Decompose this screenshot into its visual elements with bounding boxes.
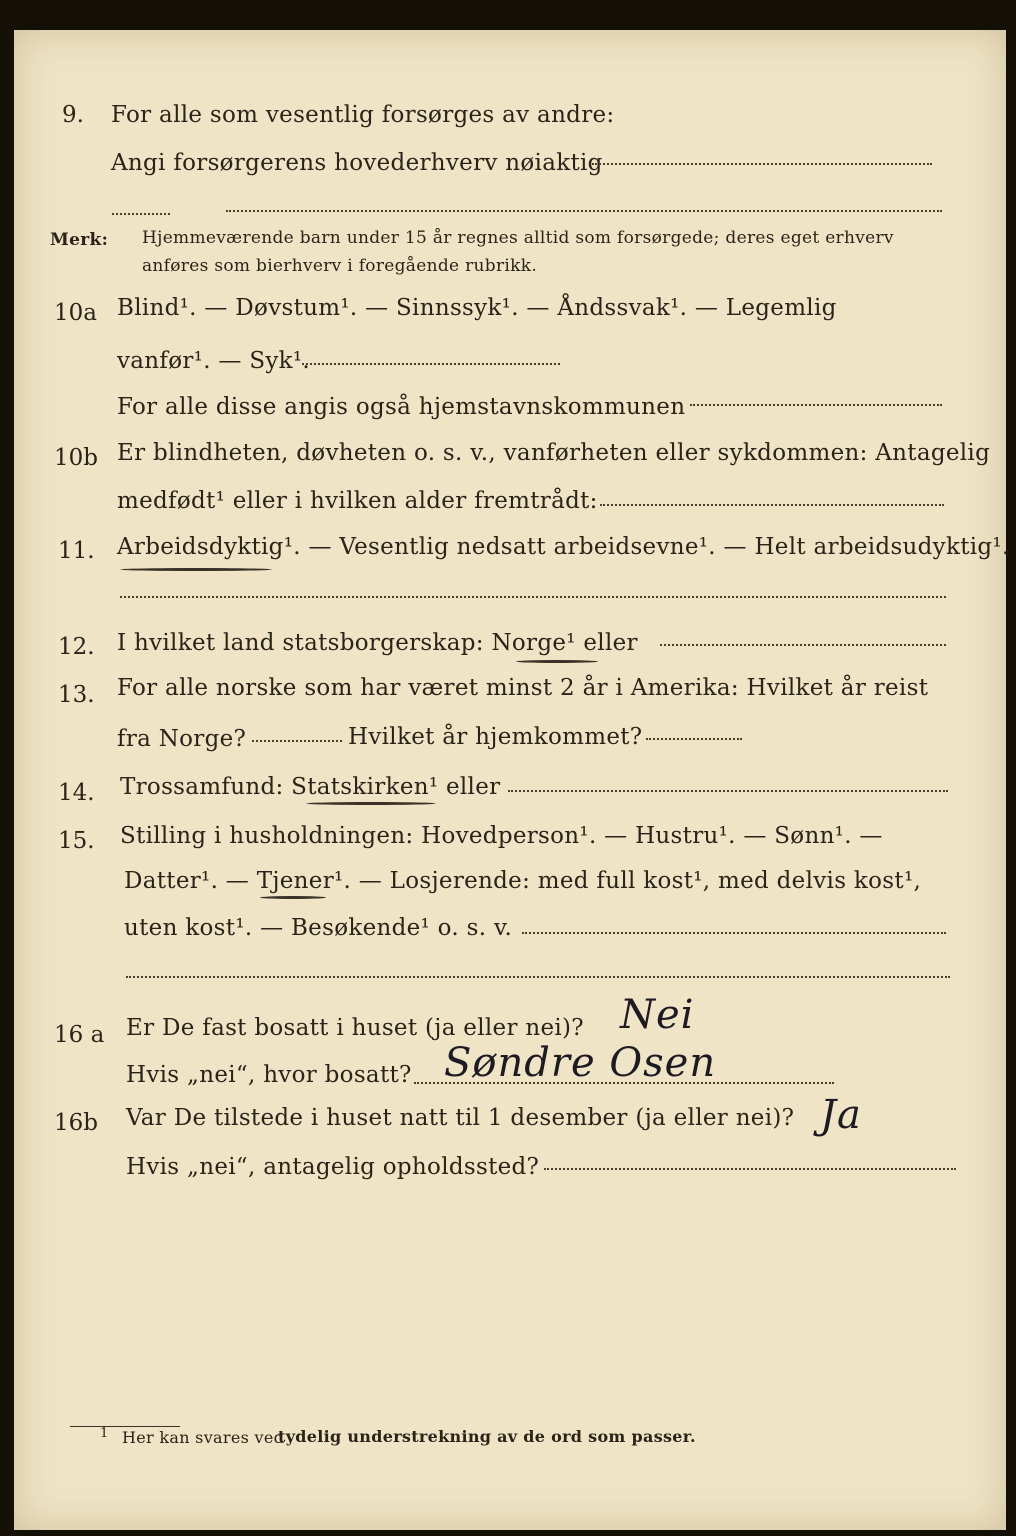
q13-reist-field[interactable]	[252, 740, 342, 742]
q10a-line2: vanfør¹. — Syk¹.	[117, 348, 311, 374]
q16a-line1: Er De fast bosatt i huset (ja eller nei)?	[126, 1015, 584, 1041]
q9-answer-field-2a[interactable]	[112, 213, 170, 215]
q14-number: 14.	[58, 780, 95, 806]
merk-label: Merk:	[50, 230, 109, 250]
q15-answer-field-2[interactable]	[126, 976, 950, 978]
q11-line1: Arbeidsdyktig¹. — Vesentlig nedsatt arbeidsevne¹. — Helt arbeidsudyktig¹.	[117, 534, 1010, 560]
q13-number: 13.	[58, 682, 95, 708]
q11-handwritten-underline	[120, 568, 272, 571]
q12-line1: I hvilket land statsborgerskap: Norge¹ eller	[117, 630, 638, 656]
footnote-mark: 1	[100, 1426, 109, 1441]
q16a-bosatt-handwritten: Søndre Osen	[444, 1040, 717, 1086]
q15-line2: Datter¹. — Tjener¹. — Losjerende: med full kost¹, med delvis kost¹,	[124, 868, 922, 894]
q15-answer-field[interactable]	[522, 932, 946, 934]
footnote-text-a: Her kan svares ved	[122, 1428, 285, 1447]
census-form-page	[14, 30, 1010, 1530]
q11-number: 11.	[58, 538, 95, 564]
q16a-number: 16 a	[54, 1022, 105, 1048]
q16a-answer-handwritten: Nei	[620, 992, 695, 1038]
q14-answer-field[interactable]	[508, 790, 948, 792]
q16b-answer-handwritten: Ja	[820, 1092, 862, 1138]
merk-line2: anføres som bierhverv i foregående rubrikk.	[142, 256, 538, 276]
q10b-answer-field[interactable]	[600, 504, 944, 506]
q9-number: 9.	[62, 102, 84, 128]
q9-line2: Angi forsørgerens hovederhverv nøiaktig	[111, 150, 603, 176]
merk-line1: Hjemmeværende barn under 15 år regnes alltid som forsørgede; deres eget erhverv	[142, 228, 894, 248]
q9-answer-field-2b[interactable]	[226, 210, 942, 212]
q12-number: 12.	[58, 634, 95, 660]
q12-handwritten-underline	[516, 660, 598, 663]
q10a-line3: For alle disse angis også hjemstavnskommunen	[117, 394, 686, 420]
q10b-line1: Er blindheten, døvheten o. s. v., vanførheten eller sykdommen: Antagelig	[117, 440, 991, 466]
q13-line2a: fra Norge?	[117, 726, 247, 752]
q16b-number: 16b	[54, 1110, 98, 1136]
q9-line1: For alle som vesentlig forsørges av andre:	[111, 102, 615, 128]
q16a-line2: Hvis „nei“, hvor bosatt?	[126, 1062, 412, 1088]
q12-answer-field[interactable]	[660, 644, 946, 646]
q10a-hjemstavn-field[interactable]	[690, 404, 942, 406]
q15-number: 15.	[58, 828, 95, 854]
q10b-line2: medfødt¹ eller i hvilken alder fremtrådt:	[117, 488, 598, 514]
q16b-line1: Var De tilstede i huset natt til 1 desember (ja eller nei)?	[126, 1105, 795, 1131]
q15-line3: uten kost¹. — Besøkende¹ o. s. v.	[124, 915, 513, 941]
q13-line2b: Hvilket år hjemkommet?	[348, 724, 643, 750]
q15-line1: Stilling i husholdningen: Hovedperson¹. — Hustru¹. — Sønn¹. —	[120, 823, 883, 849]
q16a-bosatt-field[interactable]	[414, 1082, 834, 1084]
q13-hjemkommet-field[interactable]	[646, 738, 742, 740]
q11-answer-field[interactable]	[120, 596, 946, 598]
q10a-line1: Blind¹. — Døvstum¹. — Sinnssyk¹. — Åndssvak¹. — Legemlig	[117, 295, 837, 321]
q15-handwritten-underline	[260, 896, 326, 899]
footnote-text-b: tydelig understrekning av de ord som passer.	[278, 1427, 696, 1446]
q14-handwritten-underline	[306, 802, 436, 805]
q16b-line2: Hvis „nei“, antagelig opholdssted?	[126, 1154, 540, 1180]
q16b-opholdssted-field[interactable]	[544, 1168, 956, 1170]
q14-line1: Trossamfund: Statskirken¹ eller	[120, 774, 501, 800]
q10b-number: 10b	[54, 445, 98, 471]
q13-line1: For alle norske som har været minst 2 år i Amerika: Hvilket år reist	[117, 675, 929, 701]
q10a-number: 10a	[54, 300, 97, 326]
q9-answer-field[interactable]	[592, 163, 932, 165]
footnote-rule	[70, 1426, 180, 1427]
q10a-answer-field[interactable]	[302, 363, 560, 365]
